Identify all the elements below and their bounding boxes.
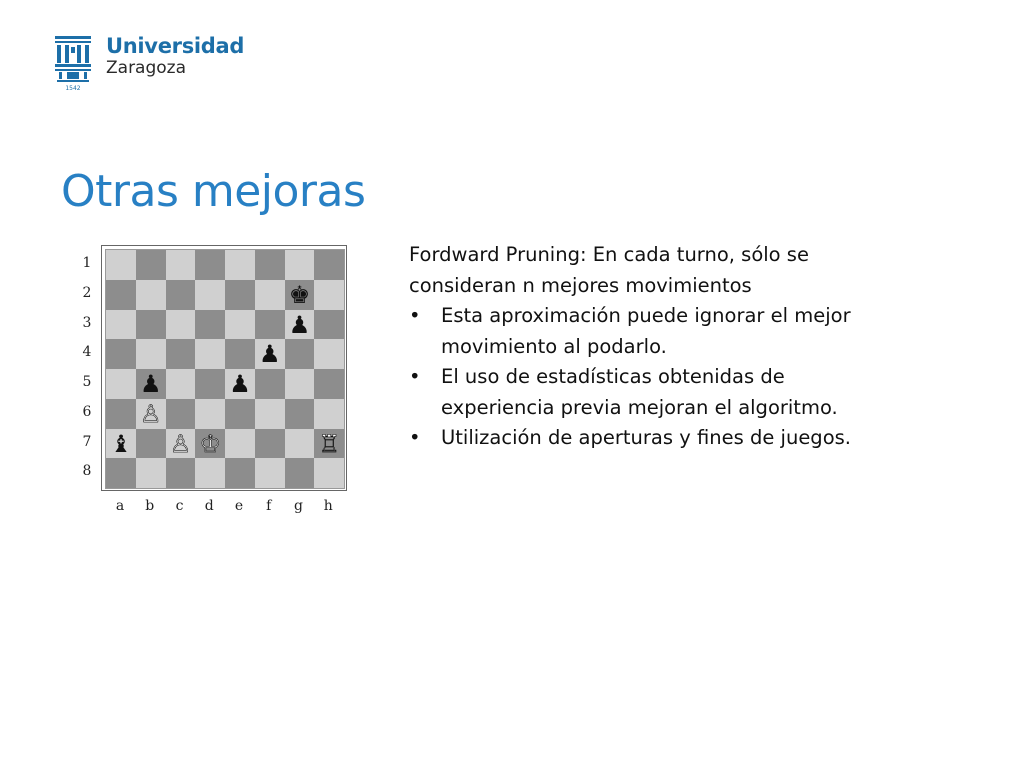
square-g7 [285, 429, 315, 459]
file-label: d [204, 498, 214, 514]
square-h5 [314, 369, 344, 399]
square-a8 [106, 458, 136, 488]
square-a1 [106, 250, 136, 280]
square-c5 [166, 369, 196, 399]
black-pawn-icon: ♟ [258, 340, 281, 369]
bullet-item [409, 423, 879, 454]
logo-university: Universidad [106, 34, 245, 58]
rank-label: 1 [82, 255, 92, 271]
university-logo [53, 34, 244, 92]
square-e1 [225, 250, 255, 280]
white-pawn-icon: ♙ [169, 429, 192, 458]
rank-label: 4 [82, 344, 92, 361]
square-c4 [166, 339, 196, 369]
lead-text: Fordward Pruning: En cada turno, sólo se consideran n mejores movimientos [409, 243, 809, 297]
white-king-icon: ♔ [199, 429, 221, 458]
file-label: e [234, 498, 244, 514]
bullet-item [409, 362, 879, 423]
square-d7 [195, 429, 225, 459]
square-b1 [136, 250, 166, 280]
chess-board [101, 245, 347, 491]
square-a7 [106, 429, 136, 459]
square-b7 [136, 429, 166, 459]
square-g2 [285, 280, 315, 310]
square-g1 [285, 250, 315, 280]
file-label: g [294, 498, 303, 514]
square-c2 [166, 280, 196, 310]
square-b4 [136, 339, 166, 369]
square-h8 [314, 458, 344, 488]
white-pawn-icon: ♙ [139, 399, 162, 428]
rank-label: 2 [82, 284, 92, 301]
square-e2 [225, 280, 255, 310]
black-bishop-icon: ♝ [110, 429, 132, 458]
square-e4 [225, 339, 255, 369]
square-e8 [225, 458, 255, 488]
square-g3 [285, 310, 315, 340]
square-d8 [195, 458, 225, 488]
chess-diagram [74, 240, 364, 520]
square-h7 [314, 429, 344, 459]
square-f4 [255, 339, 285, 369]
square-f6 [255, 399, 285, 429]
university-building-icon [53, 34, 93, 92]
square-c3 [166, 310, 196, 340]
rank-label: 6 [82, 403, 92, 420]
black-pawn-icon: ♟ [229, 370, 251, 398]
square-d3 [195, 310, 225, 340]
square-g6 [285, 399, 315, 429]
logo-wordmark [106, 36, 244, 77]
square-c1 [166, 250, 196, 280]
square-f5 [255, 369, 285, 399]
square-f3 [255, 310, 285, 340]
square-c8 [166, 458, 196, 488]
square-e5 [225, 369, 255, 399]
square-d6 [195, 399, 225, 429]
square-h2 [314, 280, 344, 310]
square-h6 [314, 399, 344, 429]
slide-content [409, 240, 879, 454]
square-e6 [225, 399, 255, 429]
file-label: h [323, 498, 333, 514]
square-h3 [314, 310, 344, 340]
square-b6 [136, 399, 166, 429]
square-c7 [166, 429, 196, 459]
board-squares [105, 249, 345, 489]
square-a5 [106, 369, 136, 399]
square-f2 [255, 280, 285, 310]
file-label: b [145, 498, 155, 514]
bullet-dot: • [409, 426, 421, 449]
square-b3 [136, 310, 166, 340]
square-f1 [255, 250, 285, 280]
bullet-item [409, 301, 879, 362]
bullet-text: Esta aproximación puede ignorar el mejor movimiento al podarlo. [441, 304, 851, 358]
square-h4 [314, 339, 344, 369]
slide-title: Otras mejoras [61, 166, 366, 217]
square-b2 [136, 280, 166, 310]
bullet-text: Utilización de aperturas y fines de juegos. [441, 426, 851, 449]
bullet-text: El uso de estadísticas obtenidas de experiencia previa mejoran el algoritmo. [441, 365, 838, 419]
file-label: a [115, 498, 125, 514]
square-d1 [195, 250, 225, 280]
logo-year: 1542 [65, 85, 81, 92]
file-label: c [175, 498, 184, 514]
square-d5 [195, 369, 225, 399]
square-b5 [136, 369, 166, 399]
square-g8 [285, 458, 315, 488]
square-a3 [106, 310, 136, 340]
logo-city: Zaragoza [106, 58, 187, 78]
square-f7 [255, 429, 285, 459]
file-label: f [266, 498, 272, 514]
bullet-list [409, 301, 879, 454]
square-h1 [314, 250, 344, 280]
square-g5 [285, 369, 315, 399]
square-a4 [106, 339, 136, 369]
square-c6 [166, 399, 196, 429]
square-g4 [285, 339, 315, 369]
bullet-dot: • [409, 365, 421, 388]
square-f8 [255, 458, 285, 488]
square-e3 [225, 310, 255, 340]
black-pawn-icon: ♟ [288, 310, 311, 339]
square-d2 [195, 280, 225, 310]
square-d4 [195, 339, 225, 369]
rank-label: 8 [82, 463, 92, 480]
white-rook-icon: ♖ [318, 429, 340, 458]
rank-label: 5 [82, 374, 92, 390]
square-a6 [106, 399, 136, 429]
rank-label: 3 [82, 314, 92, 331]
square-b8 [136, 458, 166, 488]
rank-label: 7 [82, 433, 92, 450]
bullet-dot: • [409, 304, 421, 327]
black-pawn-icon: ♟ [139, 370, 162, 398]
square-a2 [106, 280, 136, 310]
black-king-icon: ♚ [288, 280, 311, 309]
square-e7 [225, 429, 255, 459]
